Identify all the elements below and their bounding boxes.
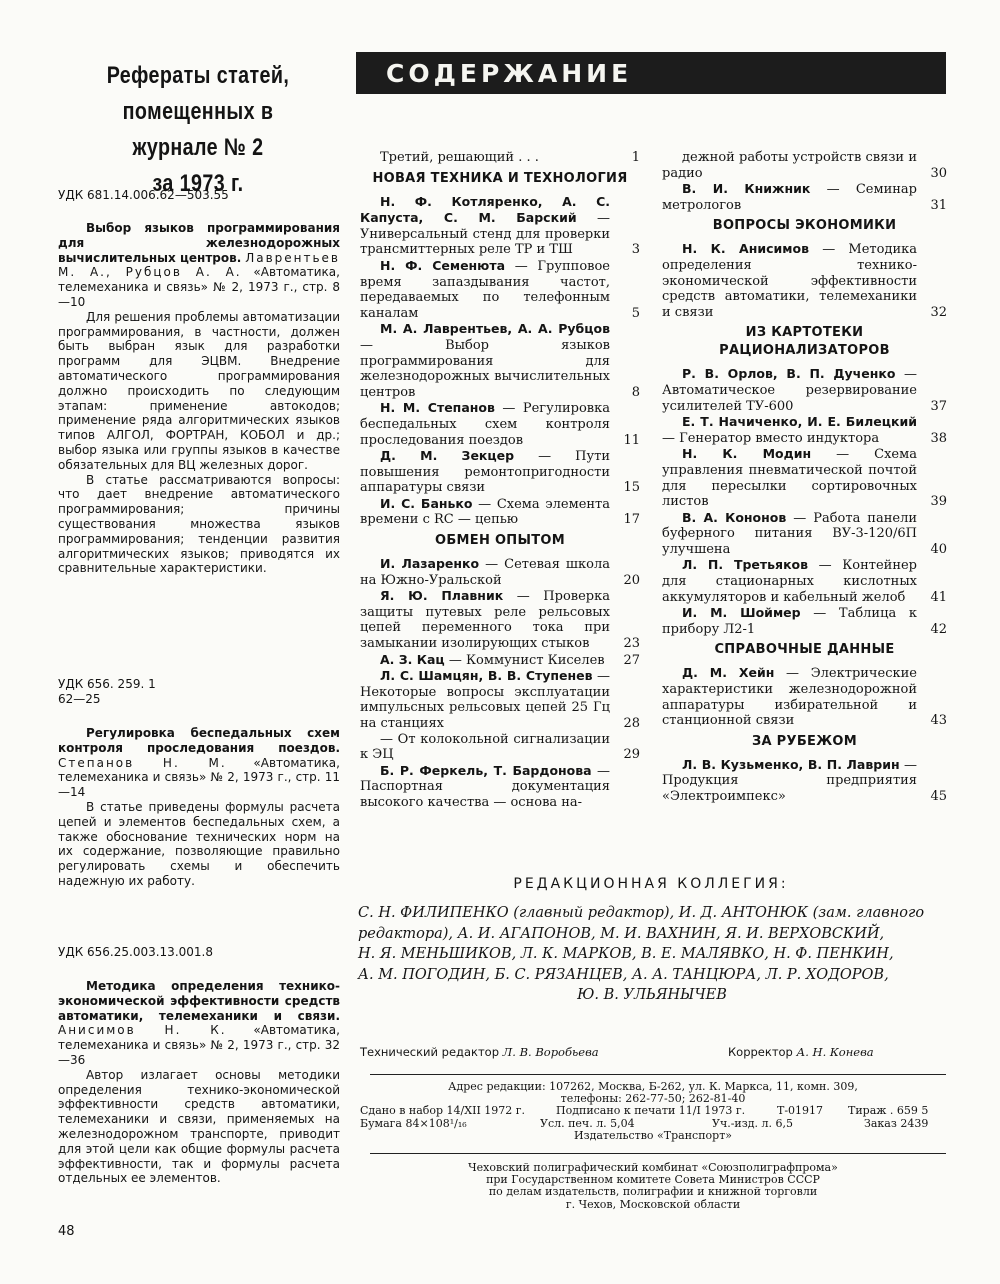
toc-entry-title: — Автоматическое резервирование усилителей ТУ-600: [662, 367, 917, 414]
toc-entry-page: 41: [930, 589, 947, 605]
toc-entry: [662, 414, 947, 446]
order-number: Заказ 2439: [864, 1116, 929, 1130]
toc-entry-title: — Таблица к прибору Л2-1: [662, 606, 917, 637]
toc-entry-page: 3: [631, 242, 640, 258]
toc-entry: [662, 181, 947, 213]
toc-entry-author: М. А. Лаврентьев, А. А. Рубцов: [380, 321, 610, 337]
toc-right-column: [662, 150, 947, 805]
print-run: Тираж . 659 5: [848, 1104, 929, 1118]
toc-entry: [360, 732, 640, 763]
page-number: 48: [58, 1224, 75, 1239]
toc-entry: [360, 556, 640, 588]
toc-entry-author: И. М. Шоймер: [682, 605, 801, 621]
abstracts-title-line: Рефераты статей,: [106, 62, 290, 89]
toc-entry-title: — От колокольной сигнализации к ЭЦ: [360, 731, 610, 763]
toc-entry-title: — Групповое время запаздывания частот, передаваемых по телефонным каналам: [360, 258, 610, 321]
abstract-2: [58, 726, 340, 889]
toc-entry-title: — Схема элемента времени с RC — цепью: [360, 496, 610, 528]
toc-entry-author: Я. Ю. Плавник: [380, 588, 504, 604]
editorial-board-members: [358, 903, 946, 1006]
toc-entry-title: — Пути повышения ремонтопригодности аппаратуры связи: [360, 449, 611, 496]
toc-entry-page: 45: [930, 789, 947, 804]
toc-entry-page: 20: [623, 572, 640, 588]
abstract-title: Регулировка беспедальных схем контроля проследования поездов.: [58, 726, 340, 755]
toc-entry-title: — Регулировка беспедальных схем контроля проследования поездов: [360, 401, 611, 448]
abstract-title: Методика определения технико-экономической эффективности средств автоматики, телемеханики и связи.: [58, 979, 340, 1023]
abstract-source: «Автоматика, телемеханика и связь» № 2, 1973 г., стр. 8—10: [58, 265, 340, 309]
udk-code: УДК 681.14.006.62—503.55: [58, 188, 229, 202]
toc-entry-author: Б. Р. Феркель, Т. Бардонова: [380, 762, 592, 778]
board-line: С. Н. ФИЛИПЕНКО (главный редактор), И. Д. АНТОНЮК (зам. главного: [358, 905, 925, 921]
toc-entry: [662, 366, 947, 414]
toc-entry-author: А. З. Кац: [380, 651, 445, 667]
toc-entry: [360, 668, 640, 731]
toc-entry-page: 37: [930, 398, 947, 414]
contents-banner: [356, 52, 946, 94]
toc-entry-page: 17: [623, 512, 640, 528]
divider: [370, 1074, 946, 1075]
abstract-authors: Анисимов Н. К.: [58, 1023, 227, 1038]
toc-entry-page: 30: [930, 165, 947, 181]
toc-entry-title: — Некоторые вопросы эксплуатации импульсных рельсовых цепей 25 Гц на станциях: [360, 669, 610, 731]
abstracts-title-line: помещенных в журнале № 2: [122, 98, 274, 161]
imprint: [360, 1081, 946, 1142]
abstract-3: [58, 979, 340, 1186]
toc-entry: [662, 510, 947, 558]
abstract-paragraph: Для решения проблемы автоматизации программирования, в частности, должен быть выбран язык для разработки программ для ЭЦВМ. Внедрение автоматического программирования должно происходить по следующим этапам: применение автокодов; применение ряда алгоритмических языков типов АЛГОЛ, ФОРТРАН, КОБОЛ и др.; выбор языка или группы языков в качестве обязательных для ВЦ железных дорог.: [58, 309, 340, 472]
staff-credits: [360, 1045, 946, 1059]
board-line: А. М. ПОГОДИН, Б. С. РЯЗАНЦЕВ, А. А. ТАНЦЮРА, Л. Р. ХОДОРОВ,: [358, 966, 889, 983]
toc-entry: [662, 605, 947, 637]
toc-entry-author: Н. К. Модин: [682, 446, 812, 462]
toc-entry: [360, 448, 640, 496]
printer-line: по делам издательств, полиграфии и книжной торговли: [488, 1185, 818, 1199]
toc-entry-title: — Продукция предприятия «Электроимпекс»: [662, 757, 917, 804]
abstracts-title-line: за 1973 г.: [152, 170, 244, 197]
toc-left-column: [360, 150, 640, 811]
toc-entry-author: Е. Т. Начиченко, И. Е. Билецкий: [682, 414, 917, 430]
toc-entry-title: — Электрические характеристики железнодорожной аппаратуры избирательной и станционной связи: [662, 666, 917, 729]
toc-entry: [360, 763, 640, 811]
toc-entry-title: — Схема управления пневматической почтой для пересылки сортировочных листов: [662, 447, 917, 510]
toc-entry-page: 31: [930, 197, 947, 213]
toc-entry-author: Р. В. Орлов, В. П. Дученко: [682, 366, 896, 382]
toc-entry-page: 28: [623, 716, 640, 731]
toc-entry: [360, 496, 640, 528]
toc-entry-page: 32: [930, 304, 947, 320]
abstract-source: «Автоматика, телемеханика и связь» № 2, 1973 г., стр. 11—14: [58, 755, 340, 800]
abstract-1: [58, 221, 340, 576]
divider: [370, 1153, 946, 1154]
toc-entry: [360, 258, 640, 321]
toc-entry-page: 29: [623, 747, 640, 763]
toc-entry-author: И. Лазаренко: [380, 556, 480, 572]
abstract-title: Выбор языков программирования для железнодорожных вычислительных центров.: [58, 221, 340, 265]
toc-entry: [662, 757, 947, 805]
toc-entry-title: — Методика определения технико-экономической эффективности средств автоматики, телемеханики и связи: [662, 242, 917, 320]
toc-entry-title: — Выбор языков программирования для железнодорожных вычислительных центров: [360, 337, 610, 400]
toc-entry-author: В. И. Книжник: [682, 181, 811, 197]
abstract-authors: Лаврентьев М. А., Рубцов А. А.: [58, 250, 340, 280]
toc-entry: [360, 400, 640, 448]
toc-entry-author: Д. М. Хейн: [682, 665, 775, 681]
corrector-name: А. Н. Конева: [796, 1045, 874, 1059]
typeset-date: Сдано в набор 14/XII 1972 г.: [360, 1104, 526, 1118]
board-line: редактора), А. И. АГАПОНОВ, М. И. ВАХНИН, Я. И. ВЕРХОВСКИЙ,: [358, 925, 885, 942]
imprint-row: [360, 1105, 946, 1117]
toc-entry-title: — Коммунист Киселев: [444, 652, 605, 668]
paper-format: Бумага 84×108¹/₁₆: [360, 1116, 467, 1130]
toc-entry-page: 39: [930, 494, 947, 510]
toc-entry: [360, 652, 640, 669]
toc-entry: [360, 588, 640, 651]
toc-entry-title: дежной работы устройств связи и радио: [662, 150, 917, 181]
signed-date: Подписано к печати 11/I 1973 г.: [556, 1104, 746, 1118]
toc-entry-page: 23: [623, 636, 640, 652]
udk-code: УДК 656. 259. 1: [58, 677, 156, 691]
toc-entry: [662, 446, 947, 509]
udk-code: УДК 656.25.003.13.001.8: [58, 945, 213, 959]
toc-entry-page: 43: [930, 713, 947, 729]
editorial-address: Адрес редакции: 107262, Москва, Б-262, ул. К. Маркса, 11, комн. 309,: [448, 1080, 858, 1093]
toc-entry-author: Н. К. Анисимов: [682, 241, 809, 257]
toc-entry-page: 40: [930, 541, 947, 557]
printer-line: Чеховский полиграфический комбинат «Союзполиграфпрома»: [468, 1161, 838, 1174]
toc-entry: [662, 150, 947, 181]
editorial-board-title: РЕДАКЦИОННАЯ КОЛЛЕГИЯ:: [513, 876, 789, 892]
abstract-paragraph: Автор излагает основы методики определения технико-экономической эффективности средств автоматики, телемеханики и связи, применяемых на железнодорожном транспорте, приводит для этой цели как общие формулы расчета эффективности, так и формулы расчета отдельных ее элементов.: [58, 1067, 340, 1186]
toc-entry-page: 42: [930, 621, 947, 637]
toc-entry-page: 11: [623, 432, 640, 448]
toc-entry-page: 38: [930, 430, 947, 446]
toc-section-heading: ЗА РУБЕЖОМ: [751, 733, 858, 749]
toc-entry-page: 1: [631, 150, 640, 165]
print-sheets: Усл. печ. л. 5,04: [540, 1116, 635, 1130]
printer-line: г. Чехов, Московской области: [565, 1197, 741, 1211]
publisher: Издательство «Транспорт»: [573, 1128, 733, 1142]
toc-entry-title: — Генератор вместо индуктора: [662, 430, 880, 446]
abstract-paragraph: В статье рассматриваются вопросы: что дает внедрение автоматического программирования; причины существования множества языков программирования; тенденции развития алгоритмических языков; приводятся их сравнительные характеристики.: [58, 472, 340, 576]
abstract-authors: Степанов Н. М.: [58, 755, 227, 770]
publisher-sheets: Уч.-изд. л. 6,5: [712, 1116, 794, 1130]
imprint-row: [360, 1118, 946, 1130]
abstract-paragraph: В статье приведены формулы расчета цепей и элементов беспедальных схем, а также обоснование технических норм на их содержание, позволяющие правильно регулировать схемы и обеспечить надежную их работу.: [58, 799, 340, 888]
toc-section-heading: НОВАЯ ТЕХНИКА И ТЕХНОЛОГИЯ: [372, 170, 628, 186]
toc-entry-title: — Проверка защиты путевых реле рельсовых цепей переменного тока при замыкании изолирующих стыков: [360, 589, 610, 652]
printer-line: при Государственном комитете Совета Министров СССР: [486, 1173, 820, 1187]
toc-entry-author: Л. В. Кузьменко, В. П. Лаврин: [682, 756, 900, 772]
toc-entry-title: — Сетевая школа на Южно-Уральской: [360, 557, 610, 588]
toc-entry: [360, 150, 640, 166]
order-code: Т-01917: [777, 1104, 824, 1118]
toc-entry-title: — Паспортная документация высокого качества — основа на-: [360, 763, 611, 810]
toc-entry-title: — Работа панели буферного питания ВУ-3-120/6П улучшена: [662, 510, 917, 557]
toc-entry-author: Д. М. Зекцер: [380, 448, 515, 464]
board-line: Ю. В. УЛЬЯНЫЧЕВ: [577, 987, 727, 1003]
toc-entry-title: — Контейнер для стационарных кислотных аккумуляторов и кабельный желоб: [662, 558, 918, 605]
toc-section-heading: СПРАВОЧНЫЕ ДАННЫЕ: [714, 642, 895, 658]
udk-code-line2: 62—25: [58, 692, 101, 706]
contents-banner-text: СОДЕРЖАНИЕ: [386, 59, 633, 88]
toc-entry-page: 27: [623, 652, 640, 668]
toc-entry-page: 5: [631, 305, 640, 321]
toc-section-heading: ОБМЕН ОПЫТОМ: [434, 533, 566, 549]
tech-editor-name: Л. В. Воробьева: [502, 1045, 599, 1059]
corrector-label: Корректор: [728, 1045, 793, 1059]
toc-entry-author: Л. С. Шамцян, В. В. Ступенев: [380, 668, 593, 684]
toc-entry-title: — Универсальный стенд для проверки трансмиттерных реле ТР и ТШ: [360, 211, 610, 258]
toc-entry: [360, 194, 640, 258]
toc-entry-author: Н. Ф. Семенюта: [380, 257, 506, 273]
editorial-phones: телефоны: 262-77-50; 262-81-40: [560, 1092, 746, 1106]
toc-entry-page: 8: [631, 384, 640, 400]
toc-entry-author: Л. П. Третьяков: [682, 557, 809, 573]
toc-entry-page: 15: [623, 480, 640, 496]
printer-info: [360, 1162, 946, 1211]
toc-entry: [662, 557, 947, 605]
toc-entry-author: В. А. Кононов: [682, 509, 787, 525]
toc-entry-author: И. С. Банько: [380, 495, 473, 511]
toc-entry-title: — Семинар метрологов: [662, 182, 918, 213]
toc-entry: [360, 321, 640, 400]
abstracts-title: [83, 58, 313, 202]
board-line: Н. Я. МЕНЬШИКОВ, Л. К. МАРКОВ, В. Е. МАЛЯВКО, Н. Ф. ПЕНКИН,: [358, 946, 894, 962]
toc-entry-author: Н. Ф. Котляренко, А. С. Капуста, С. М. Барский: [360, 193, 610, 226]
tech-editor-label: Технический редактор: [360, 1045, 499, 1059]
abstract-source: «Автоматика, телемеханика и связь» № 2, 1973 г., стр. 32—36: [58, 1023, 340, 1067]
toc-entry-author: Н. М. Степанов: [380, 400, 495, 416]
toc-entry: [662, 665, 947, 728]
toc-entry-title: Третий, решающий . . .: [380, 150, 539, 165]
toc-entry: [662, 241, 947, 320]
toc-section-heading: ВОПРОСЫ ЭКОНОМИКИ: [712, 218, 897, 234]
toc-section-heading: ИЗ КАРТОТЕКИ РАЦИОНАЛИЗАТОРОВ: [719, 325, 890, 359]
